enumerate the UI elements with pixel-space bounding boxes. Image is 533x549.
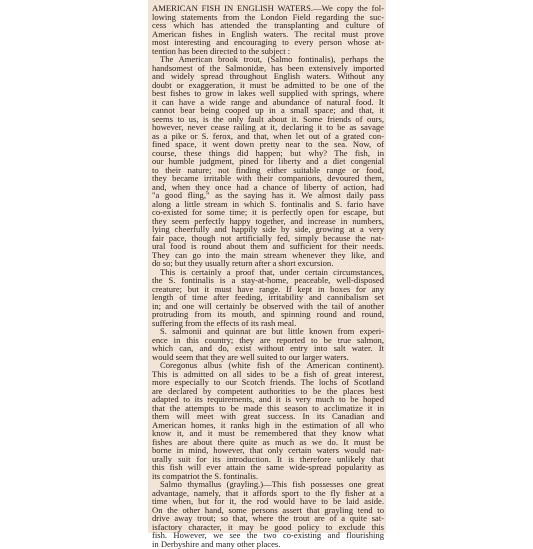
article-line: ence in this country; they are reported to be true salmon, [152, 334, 384, 345]
article-line: them will meet with great success. In its Canadian and [152, 411, 384, 421]
article-line: they became irritable with their companions, devoured them, [152, 173, 384, 183]
article-line: This is admitted on all sides to be a fish of great interest, [152, 368, 384, 379]
article-line: fishes are about there quite as much as we do. It must be [152, 436, 384, 447]
article-line: borne in mind, however, that only certain waters would nat- [152, 445, 384, 455]
article-line: tention has been directed to the subject : [152, 45, 291, 56]
article-line: ural food is round about them and sufficient for their needs. [152, 241, 384, 251]
article-line: cannot bear being cooped up in a small space; and that, it [152, 105, 384, 115]
article-line: fish. However, we see the two co-existing and flourishing [152, 530, 384, 540]
article-line: adapted to its requirements, and it is very much to be hoped [152, 394, 384, 404]
article-line: and, when they once had a chance of liberty of action, had [152, 181, 384, 192]
article-line: to their nature; not finding either suitable range or food, [152, 164, 384, 175]
article-line: are declared by competent authorities to be the places best [152, 385, 384, 396]
article-line: time when, but for it, the rod would have to be laid aside. [152, 496, 384, 506]
article-line: cess which has attended the transplanting and culture of [152, 20, 384, 30]
article-line: protruding from its mouth, and spinning round and round, [152, 309, 384, 319]
article-line: along a little stream in which S. fontinalis and S. fario have [152, 198, 384, 209]
article-line: lowing statements from the London Field regarding the suc- [152, 11, 384, 22]
article-line: do so; but they usually return after a short excursion. [152, 258, 334, 268]
article-body [152, 4, 384, 548]
article-line: urally suit for its introduction. It is therefore unlikely that [152, 453, 384, 464]
article-line: in Derbyshire and many other places. [152, 538, 281, 549]
article-line: fined space, it went down pretty near to the sea. Now, of [152, 139, 384, 149]
article-line: doubt or exaggeration, it must be admitted to be one of the [152, 79, 384, 90]
article-line: advantage, namely, that it affords sport to the fly fisher at a [152, 487, 384, 498]
article-line: This is certainly a proof that, under certain circumstances, [160, 266, 384, 277]
article-line: Salmo thymallus (grayling.)—This fish possesses one great [160, 479, 384, 489]
article-line: our humble judgment, pined for liberty and a diet congenial [152, 156, 384, 166]
article-line: AMERICAN FISH IN ENGLISH WATERS.—We copy the fol- [152, 3, 384, 13]
article-line: this fish will ever attain the same wide-spread popularity as [152, 462, 384, 472]
article-line: and widely spread throughout English waters. Without any [152, 71, 384, 81]
article-line: American homes, it ranks high in the estimation of all who [152, 419, 384, 430]
article-line: creature; but it must have range. If kept in boxes for any [152, 283, 384, 294]
article-line: that the attempts to be made this season to acclimatize it in [152, 402, 384, 413]
article-line: would seem that they are well suited to our larger waters. [152, 351, 349, 362]
article-line: On the other hand, some persons assert that grayling tend to [152, 504, 384, 515]
article-line: its compatriot the S. fontinalis. [152, 470, 258, 481]
article-line: isfactory character, it may be good policy to exclude this [152, 521, 384, 532]
article-line: know it, and it must be remembered that they know what [152, 428, 384, 438]
article-line: it can have a wide range and abundance of natural food. It [152, 96, 384, 107]
article-line: more especially to our Scotch friends. The lochs of Scotland [152, 377, 384, 387]
article-line: length of time after feeding, irritability and cannibalism set [152, 292, 384, 302]
article-line: which can, and do, exist without entry into salt water. It [152, 343, 384, 353]
article-line: fair pace, though not artificially fed, simply because the nat- [152, 232, 384, 243]
article-column [152, 0, 384, 548]
article-line: co-existed for some time; it is perfectly open for escape, but [152, 207, 384, 217]
article-line: the S. fontinalis is a stay-at-home, peaceable, well-disposed [152, 275, 384, 285]
article-line: seems to us, is the only fault about it. Some friends of ours, [152, 113, 384, 124]
article-line: most interesting and encouraging to every person whose at- [152, 37, 384, 47]
article-line: they seem perfectly happy together, and increase in numbers, [152, 215, 384, 226]
article-line: "a good fling," as the saying has it. We almost daily pass [152, 190, 384, 200]
article-line: course, these things did happen; but why? The fish, in [152, 147, 384, 158]
article-line: The American brook trout, (Salmo fontinalis), perhaps the [160, 54, 384, 64]
article-line: suffering from the effects of its rash meal. [152, 317, 297, 328]
article-line: American fishes in English waters. The recital must prove [152, 28, 384, 39]
article-line: drive away trout; so that, where the trout are of a quite sat- [152, 513, 384, 523]
article-line: lying cheerfully and happily side by side, growing at a very [152, 224, 384, 234]
article-line: in; and one will certainly be observed with the tail of another [152, 300, 384, 311]
article-line: however, never cease railing at it, declaring it to be as savage [152, 122, 384, 132]
article-line: They can go into the main stream whenever they like, and [152, 249, 384, 260]
article-line: S. salmonii and quinnat are but little known from experi- [160, 326, 384, 336]
article-line: as a pike or S. ferox, and that, when let out of a grated con- [152, 130, 384, 141]
article-line: handsomest of the Salmonidæ, has been extensively imported [152, 62, 384, 73]
article-line: Coregonus albus (white fish of the American continent). [160, 360, 384, 370]
article-line: best fishes to grow in lakes well supplied with springs, where [152, 88, 384, 98]
newspaper-clipping [148, 0, 386, 549]
